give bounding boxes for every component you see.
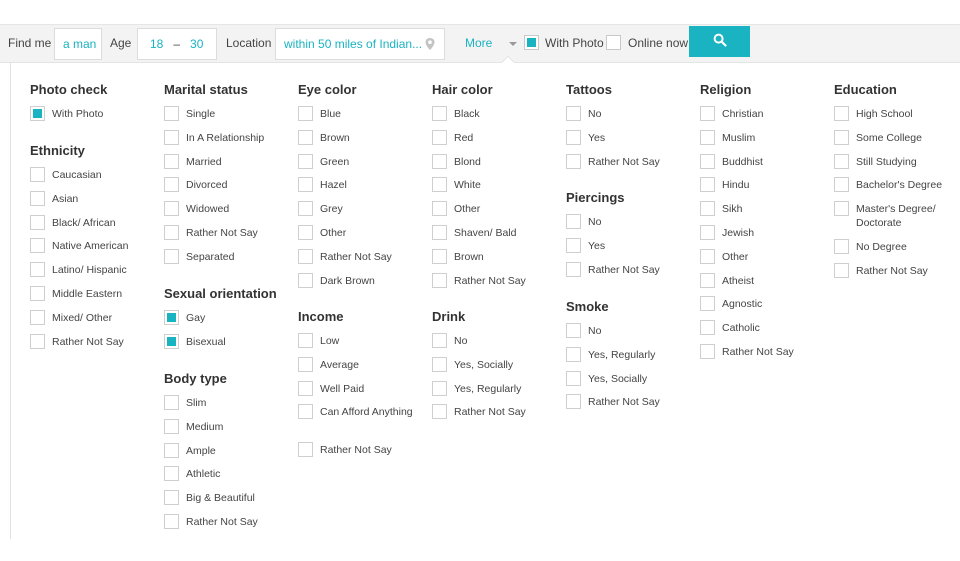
eye-color-checkbox[interactable] <box>298 154 313 169</box>
marital-status-option-label: Married <box>186 155 222 168</box>
piercings-title: Piercings <box>566 190 625 205</box>
body-type-checkbox[interactable] <box>164 443 179 458</box>
tattoos-option-label: Rather Not Say <box>588 155 660 168</box>
marital-status-option-label: Divorced <box>186 179 228 192</box>
education-checkbox[interactable] <box>834 239 849 254</box>
ethnicity-checkbox[interactable] <box>30 310 45 325</box>
religion-option-label: Agnostic <box>722 298 763 311</box>
ethnicity-checkbox[interactable] <box>30 262 45 277</box>
body-type-checkbox[interactable] <box>164 514 179 529</box>
sexual-orientation-option-label: Bisexual <box>186 335 226 348</box>
age-max-value[interactable]: 30 <box>190 37 204 51</box>
online-now-checkbox[interactable] <box>606 35 621 50</box>
tattoos-option-label: No <box>588 108 602 120</box>
smoke-checkbox[interactable] <box>566 323 581 338</box>
religion-checkbox[interactable] <box>700 249 715 264</box>
ethnicity-checkbox[interactable] <box>30 334 45 349</box>
map-pin-icon <box>424 37 436 51</box>
marital-status-checkbox[interactable] <box>164 249 179 264</box>
marital-status-checkbox[interactable] <box>164 201 179 216</box>
tattoos-title: Tattoos <box>566 82 612 97</box>
find-me-label: Find me <box>8 36 52 50</box>
income-checkbox[interactable] <box>298 404 313 419</box>
body-type-option-label: Slim <box>186 397 207 409</box>
chevron-down-icon[interactable] <box>509 42 517 46</box>
eye-color-option-label: Grey <box>320 203 343 216</box>
education-checkbox[interactable] <box>834 106 849 121</box>
age-range-input[interactable] <box>137 28 217 60</box>
eye-color-checkbox[interactable] <box>298 130 313 145</box>
religion-checkbox[interactable] <box>700 154 715 169</box>
drink-title: Drink <box>432 309 466 324</box>
photo-check-title: Photo check <box>30 82 108 97</box>
body-type-checkbox[interactable] <box>164 395 179 410</box>
education-checkbox[interactable] <box>834 154 849 169</box>
body-type-option-label: Rather Not Say <box>186 516 258 528</box>
education-checkbox[interactable] <box>834 201 849 216</box>
search-icon <box>713 33 727 50</box>
religion-checkbox[interactable] <box>700 130 715 145</box>
ethnicity-checkbox[interactable] <box>30 238 45 253</box>
religion-option-label: Jewish <box>722 227 755 239</box>
sexual-orientation-checkbox[interactable] <box>164 310 179 325</box>
income-checkbox[interactable] <box>298 381 313 396</box>
body-type-option-label: Ample <box>186 444 216 457</box>
ethnicity-checkbox[interactable] <box>30 286 45 301</box>
with-photo-label: With Photo <box>545 36 604 50</box>
education-checkbox[interactable] <box>834 263 849 278</box>
body-type-option-label: Big & Beautiful <box>186 492 255 505</box>
body-type-checkbox[interactable] <box>164 466 179 481</box>
smoke-checkbox[interactable] <box>566 347 581 362</box>
ethnicity-option-label: Mixed/ Other <box>52 311 113 324</box>
with-photo-checkbox[interactable] <box>524 35 539 50</box>
hair-color-checkbox[interactable] <box>432 249 447 264</box>
ethnicity-option-label: Latino/ Hispanic <box>52 264 127 277</box>
eye-color-option-label: Hazel <box>320 179 347 192</box>
education-option-label: Rather Not Say <box>856 264 928 277</box>
eye-color-checkbox[interactable] <box>298 201 313 216</box>
body-type-option-label: Athletic <box>186 468 221 481</box>
body-type-checkbox[interactable] <box>164 419 179 434</box>
education-option-label: Bachelor's Degree <box>856 179 943 192</box>
find-me-value: a man <box>63 37 97 51</box>
piercings-checkbox[interactable] <box>566 262 581 277</box>
eye-color-checkbox[interactable] <box>298 249 313 264</box>
marital-status-checkbox[interactable] <box>164 225 179 240</box>
religion-checkbox[interactable] <box>700 201 715 216</box>
more-filters-toggle[interactable]: More <box>465 36 493 50</box>
income-option-label: Can Afford Anything <box>320 406 413 419</box>
smoke-checkbox[interactable] <box>566 394 581 409</box>
religion-checkbox[interactable] <box>700 273 715 288</box>
marital-status-checkbox[interactable] <box>164 177 179 192</box>
ethnicity-title: Ethnicity <box>30 143 85 158</box>
marital-status-option-label: Separated <box>186 250 235 263</box>
marital-status-title: Marital status <box>164 82 248 97</box>
income-option-label: Average <box>320 358 359 371</box>
marital-status-option-label: In A Relationship <box>186 131 265 144</box>
religion-checkbox[interactable] <box>700 344 715 359</box>
hair-color-checkbox[interactable] <box>432 201 447 216</box>
eye-color-option-label: Rather Not Say <box>320 250 392 263</box>
photo-check-option-label: With Photo <box>52 108 104 120</box>
tattoos-checkbox[interactable] <box>566 106 581 121</box>
sexual-orientation-option-label: Gay <box>186 312 206 324</box>
education-checkbox[interactable] <box>834 130 849 145</box>
find-me-select[interactable] <box>54 28 102 60</box>
education-checkbox[interactable] <box>834 177 849 192</box>
search-bar <box>0 24 960 63</box>
ethnicity-option-label: Asian <box>52 192 79 205</box>
ethnicity-option-label: Native American <box>52 240 129 253</box>
body-type-option-label: Medium <box>186 420 224 433</box>
piercings-option-label: No <box>588 216 602 228</box>
hair-color-checkbox[interactable] <box>432 273 447 288</box>
ethnicity-option-label: Black/ African <box>52 216 116 229</box>
religion-checkbox[interactable] <box>700 320 715 335</box>
marital-status-checkbox[interactable] <box>164 154 179 169</box>
smoke-option-label: Yes, Socially <box>588 372 648 385</box>
smoke-option-label: No <box>588 325 602 337</box>
religion-option-label: Atheist <box>722 274 755 287</box>
religion-option-label: Rather Not Say <box>722 346 794 358</box>
eye-color-checkbox[interactable] <box>298 273 313 288</box>
religion-checkbox[interactable] <box>700 106 715 121</box>
ethnicity-option-label: Caucasian <box>52 169 102 181</box>
income-title: Income <box>298 309 344 324</box>
religion-option-label: Christian <box>722 108 764 120</box>
income-checkbox[interactable] <box>298 442 313 457</box>
income-option-label: Rather Not Say <box>320 444 392 457</box>
piercings-checkbox[interactable] <box>566 214 581 229</box>
religion-option-label: Sikh <box>722 203 743 216</box>
education-option-label: No Degree <box>856 241 907 253</box>
drink-checkbox[interactable] <box>432 333 447 348</box>
income-option-label: Well Paid <box>320 382 365 395</box>
hair-color-option-label: Black <box>454 108 480 120</box>
hair-color-option-label: Rather Not Say <box>454 274 526 287</box>
age-min-value[interactable]: 18 <box>150 37 164 51</box>
drink-option-label: Yes, Regularly <box>454 382 522 395</box>
drink-option-label: Yes, Socially <box>454 358 514 371</box>
education-option-label: Master's Degree/ Doctorate <box>856 203 936 230</box>
eye-color-option-label: Dark Brown <box>320 274 375 287</box>
smoke-checkbox[interactable] <box>566 371 581 386</box>
tattoos-checkbox[interactable] <box>566 130 581 145</box>
sexual-orientation-checkbox[interactable] <box>164 334 179 349</box>
marital-status-checkbox[interactable] <box>164 106 179 121</box>
hair-color-title: Hair color <box>432 82 493 97</box>
ethnicity-option-label: Rather Not Say <box>52 335 124 348</box>
drink-option-label: Rather Not Say <box>454 406 526 419</box>
religion-title: Religion <box>700 82 752 97</box>
more-filters-panel <box>10 63 960 539</box>
religion-option-label: Other <box>722 250 749 263</box>
drink-checkbox[interactable] <box>432 381 447 396</box>
eye-color-checkbox[interactable] <box>298 106 313 121</box>
location-label: Location <box>226 36 272 50</box>
hair-color-option-label: White <box>454 179 481 192</box>
ethnicity-checkbox[interactable] <box>30 167 45 182</box>
education-option-label: Still Studying <box>856 155 917 168</box>
income-checkbox[interactable] <box>298 357 313 372</box>
religion-checkbox[interactable] <box>700 296 715 311</box>
religion-option-label: Catholic <box>722 322 760 335</box>
education-title: Education <box>834 82 897 97</box>
photo-check-checkbox[interactable] <box>30 106 45 121</box>
ethnicity-checkbox[interactable] <box>30 191 45 206</box>
online-now-label: Online now <box>628 36 689 50</box>
religion-option-label: Muslim <box>722 131 756 144</box>
ethnicity-checkbox[interactable] <box>30 215 45 230</box>
hair-color-option-label: Shaven/ Bald <box>454 227 517 239</box>
religion-option-label: Hindu <box>722 179 750 192</box>
piercings-option-label: Rather Not Say <box>588 263 660 276</box>
age-label: Age <box>110 36 132 50</box>
smoke-option-label: Rather Not Say <box>588 396 660 409</box>
marital-status-option-label: Single <box>186 108 216 120</box>
drink-checkbox[interactable] <box>432 357 447 372</box>
tattoos-option-label: Yes <box>588 131 606 144</box>
eye-color-option-label: Green <box>320 155 350 168</box>
drink-checkbox[interactable] <box>432 404 447 419</box>
hair-color-checkbox[interactable] <box>432 130 447 145</box>
drink-option-label: No <box>454 335 468 347</box>
smoke-option-label: Yes, Regularly <box>588 348 656 361</box>
location-input[interactable] <box>275 28 445 60</box>
hair-color-checkbox[interactable] <box>432 177 447 192</box>
education-option-label: High School <box>856 108 913 120</box>
age-separator: – <box>173 37 181 51</box>
income-option-label: Low <box>320 335 340 347</box>
income-checkbox[interactable] <box>298 333 313 348</box>
hair-color-checkbox[interactable] <box>432 106 447 121</box>
sexual-orientation-title: Sexual orientation <box>164 286 277 301</box>
religion-checkbox[interactable] <box>700 177 715 192</box>
marital-status-checkbox[interactable] <box>164 130 179 145</box>
piercings-option-label: Yes <box>588 239 606 252</box>
marital-status-option-label: Widowed <box>186 203 230 216</box>
hair-color-option-label: Blond <box>454 155 481 168</box>
eye-color-option-label: Blue <box>320 108 342 120</box>
body-type-checkbox[interactable] <box>164 490 179 505</box>
eye-color-option-label: Other <box>320 227 347 239</box>
hair-color-option-label: Other <box>454 203 481 216</box>
education-option-label: Some College <box>856 131 922 144</box>
hair-color-checkbox[interactable] <box>432 154 447 169</box>
body-type-title: Body type <box>164 371 227 386</box>
tattoos-checkbox[interactable] <box>566 154 581 169</box>
smoke-title: Smoke <box>566 299 609 314</box>
hair-color-checkbox[interactable] <box>432 225 447 240</box>
search-button[interactable] <box>689 26 750 57</box>
ethnicity-option-label: Middle Eastern <box>52 288 123 300</box>
religion-checkbox[interactable] <box>700 225 715 240</box>
eye-color-option-label: Brown <box>320 131 350 144</box>
eye-color-checkbox[interactable] <box>298 225 313 240</box>
piercings-checkbox[interactable] <box>566 238 581 253</box>
religion-option-label: Buddhist <box>722 155 763 168</box>
eye-color-title: Eye color <box>298 82 357 97</box>
hair-color-option-label: Red <box>454 131 474 144</box>
eye-color-checkbox[interactable] <box>298 177 313 192</box>
marital-status-option-label: Rather Not Say <box>186 227 258 239</box>
location-value: within 50 miles of Indian... <box>284 37 423 51</box>
hair-color-option-label: Brown <box>454 250 484 263</box>
